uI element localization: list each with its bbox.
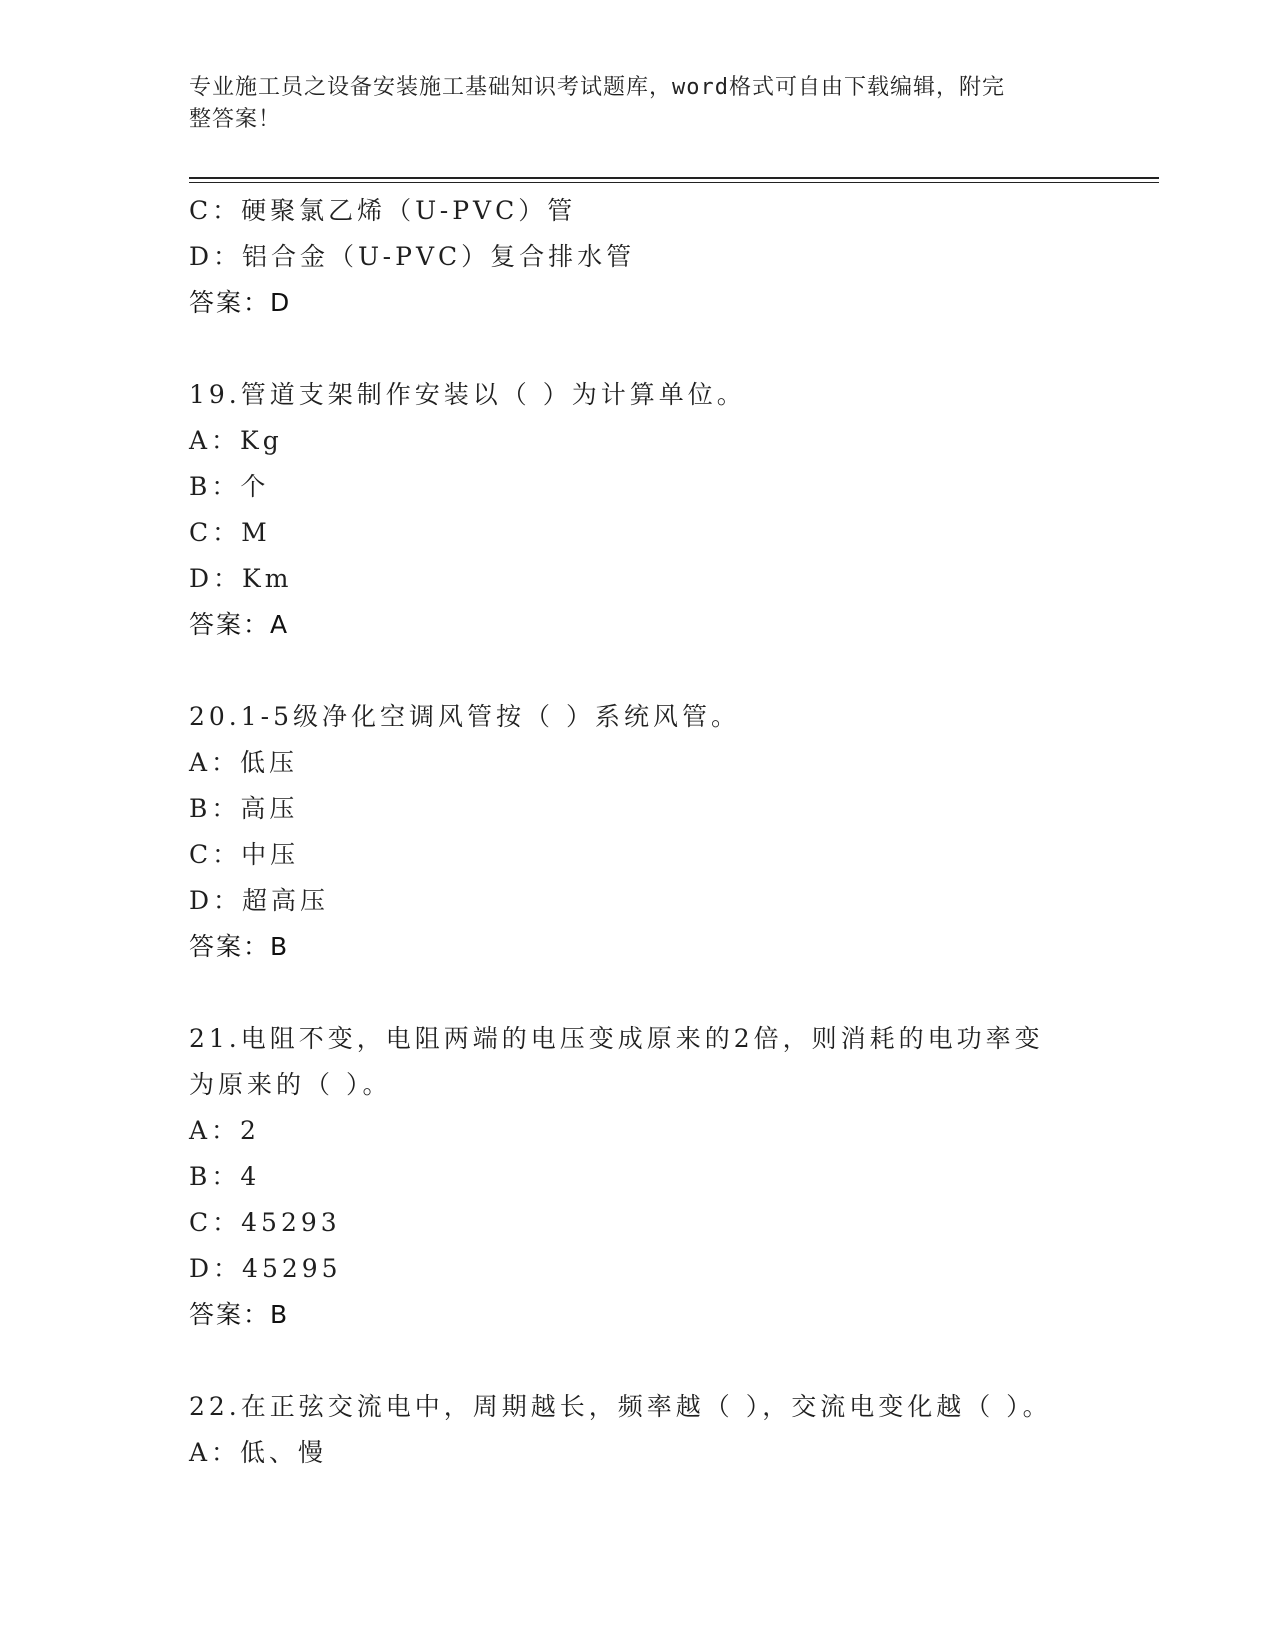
spacer — [189, 648, 1089, 694]
question-stem: 21.电阻不变，电阻两端的电压变成原来的2倍，则消耗的电功率变为原来的（ ）。 — [189, 1024, 1044, 1099]
header-divider-thin — [189, 182, 1159, 183]
answer: 答案：B — [189, 1300, 290, 1329]
option-a: A：Kg — [189, 426, 283, 455]
option-a: A：2 — [189, 1116, 260, 1145]
question-21 — [189, 1016, 1089, 1338]
question-22 — [189, 1384, 1089, 1476]
question-18-partial — [189, 188, 1089, 326]
question-stem: 22.在正弦交流电中，周期越长，频率越（ ），交流电变化越（ ）。 — [189, 1392, 1052, 1421]
question-list — [189, 188, 1089, 1476]
option-d: D：超高压 — [189, 886, 330, 915]
option-d: D：Km — [189, 564, 293, 593]
answer: 答案：D — [189, 288, 292, 317]
question-stem: 20.1-5级净化空调风管按（ ）系统风管。 — [189, 702, 740, 731]
document-header — [189, 72, 1069, 136]
answer: 答案：A — [189, 610, 290, 639]
option-c: C：M — [189, 518, 271, 547]
spacer — [189, 1338, 1089, 1384]
header-line-1: 专业施工员之设备安装施工基础知识考试题库，word格式可自由下载编辑，附完 — [189, 75, 1005, 100]
option-b: B：4 — [189, 1162, 261, 1191]
option-a: A：低压 — [189, 748, 299, 777]
option-d: D：铝合金（U-PVC）复合排水管 — [189, 242, 636, 271]
header-divider-thick — [189, 177, 1159, 179]
option-c: C：45293 — [189, 1208, 341, 1237]
option-a: A：低、慢 — [189, 1438, 328, 1467]
option-d: D：45295 — [189, 1254, 342, 1283]
option-c: C：硬聚氯乙烯（U-PVC）管 — [189, 196, 577, 225]
option-b: B：个 — [189, 472, 270, 501]
spacer — [189, 970, 1089, 1016]
question-20 — [189, 694, 1089, 970]
option-c: C：中压 — [189, 840, 300, 869]
question-stem: 19.管道支架制作安装以（ ）为计算单位。 — [189, 380, 746, 409]
option-b: B：高压 — [189, 794, 299, 823]
header-line-2: 整答案！ — [189, 107, 282, 132]
answer: 答案：B — [189, 932, 290, 961]
spacer — [189, 326, 1089, 372]
question-19 — [189, 372, 1089, 648]
